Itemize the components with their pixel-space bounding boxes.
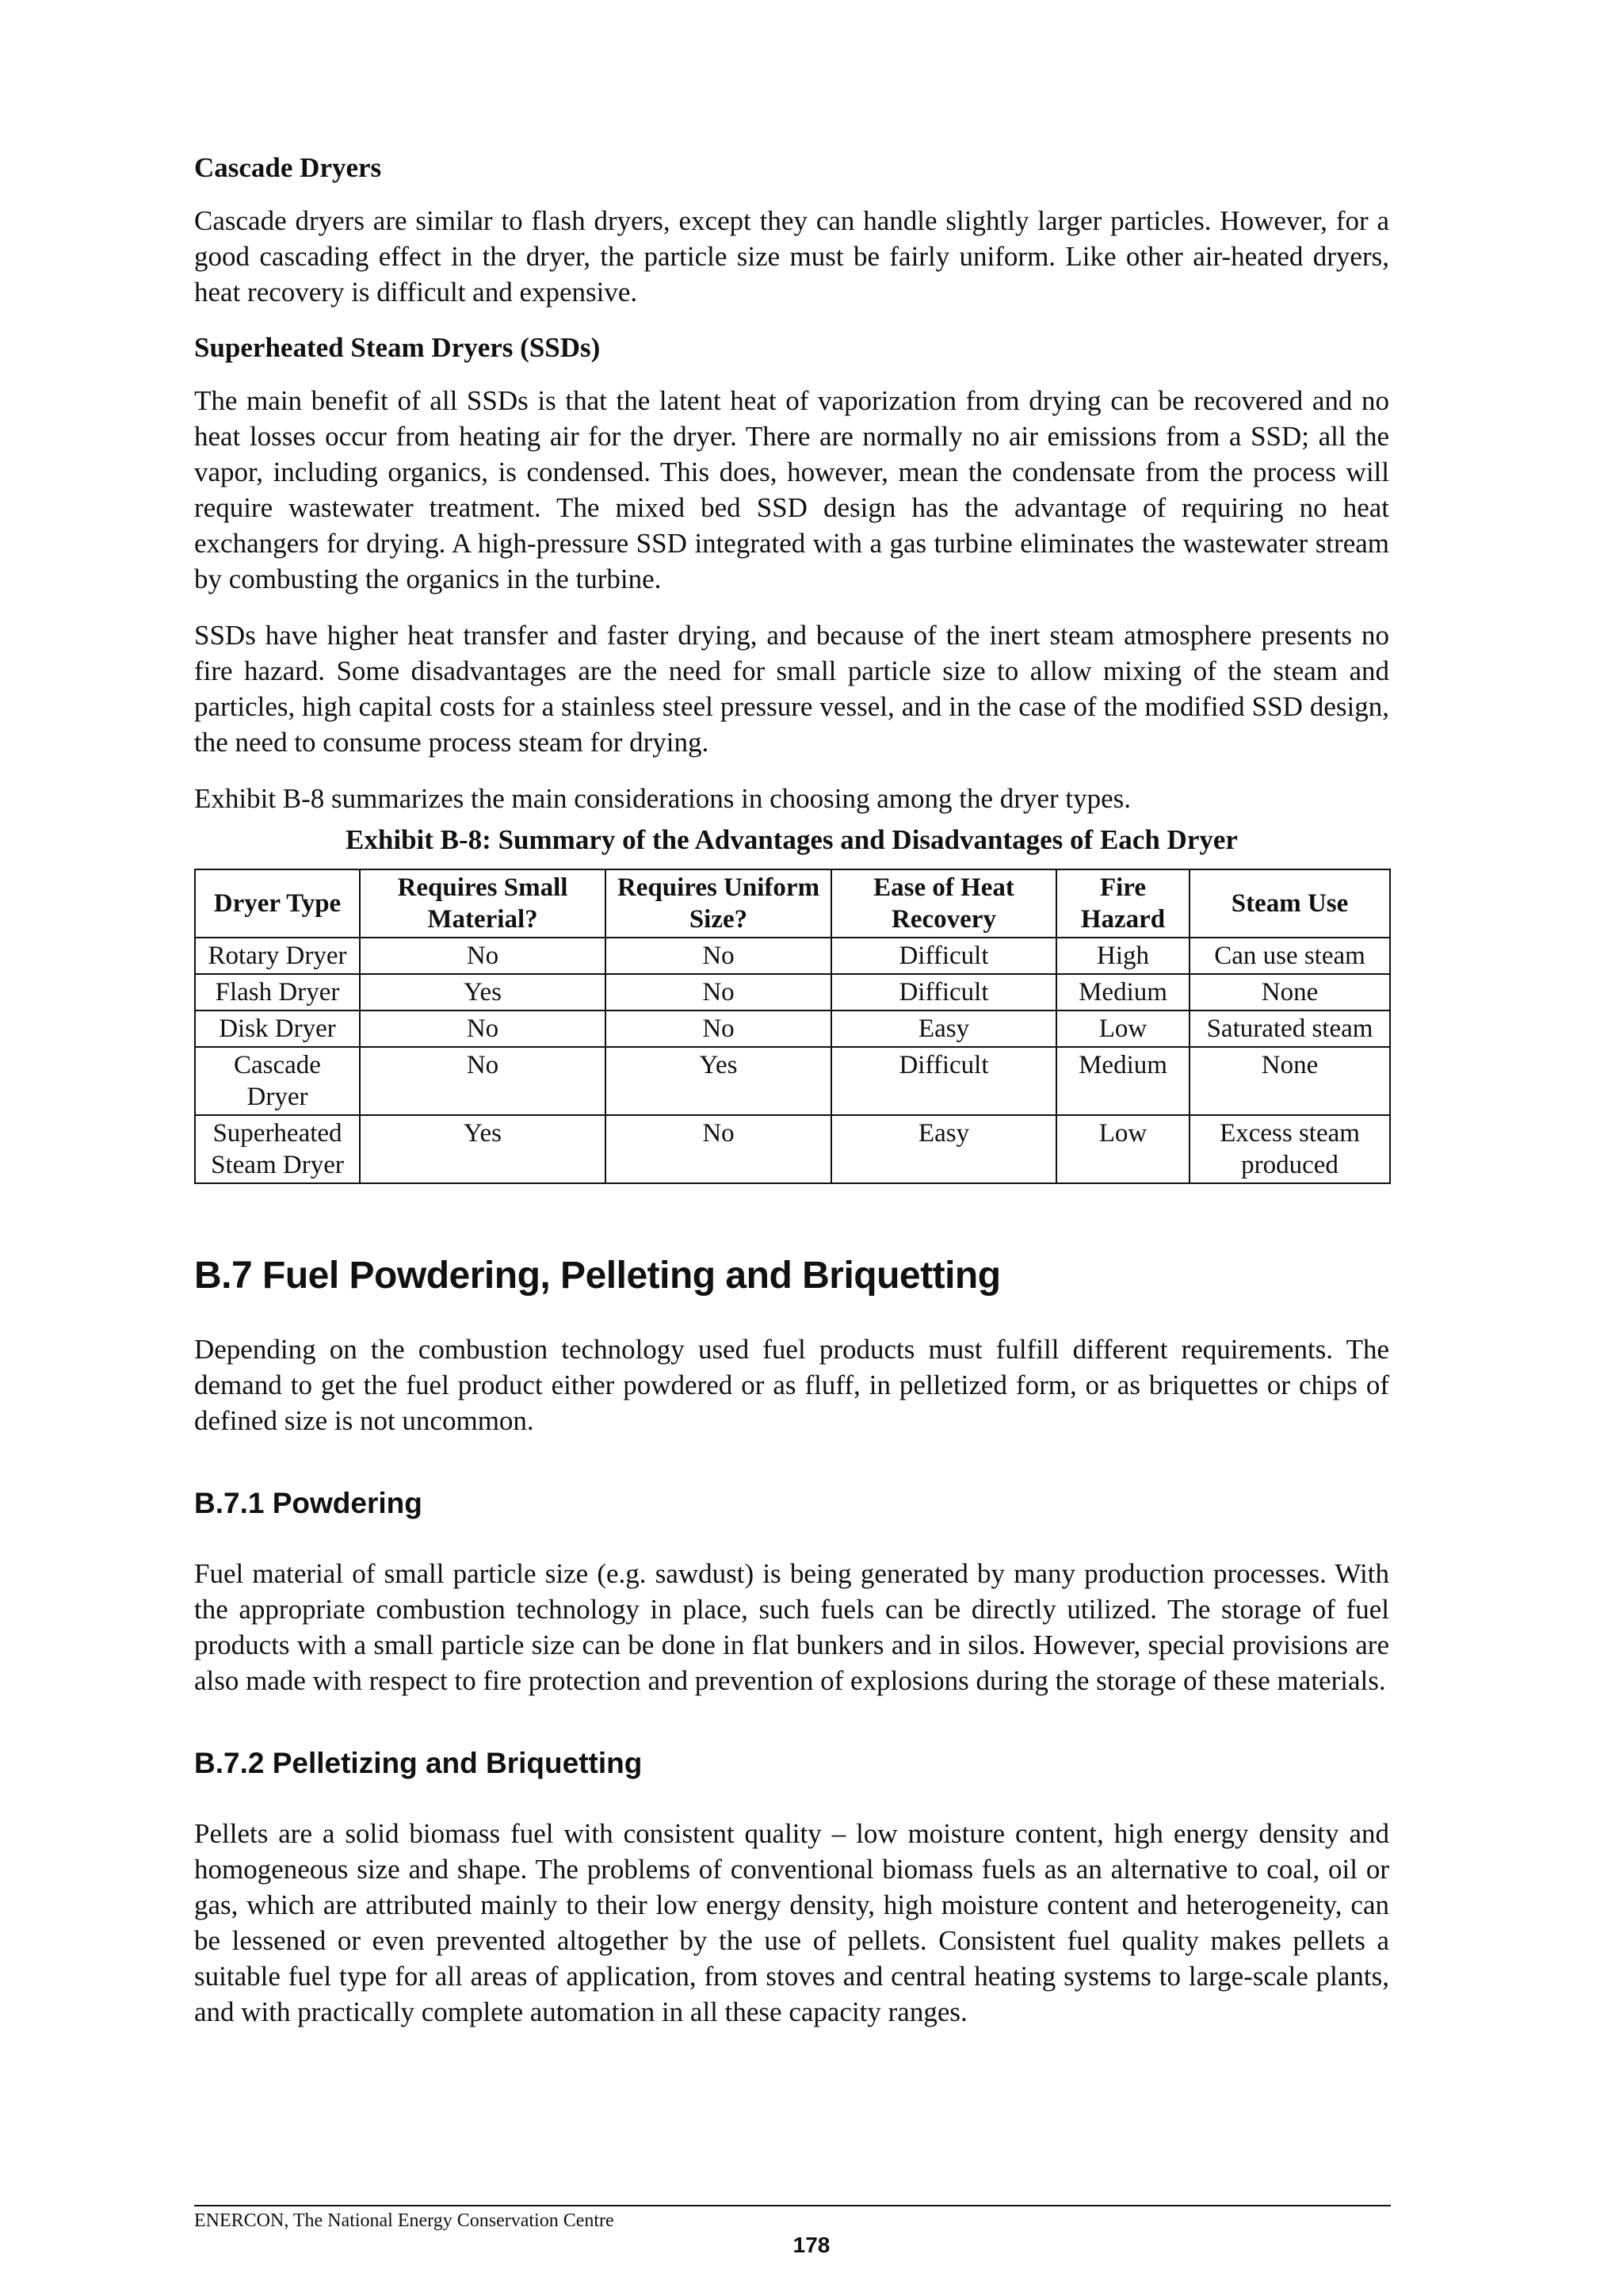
cell-dryer-type: Rotary Dryer — [195, 938, 360, 974]
header-steam-use: Steam Use — [1190, 869, 1390, 938]
table-row — [195, 1047, 1390, 1115]
cell-small-material: No — [360, 938, 605, 974]
footer-organization: ENERCON, The National Energy Conservation Centre — [194, 2210, 614, 2231]
ssd-heading: Superheated Steam Dryers (SSDs) — [194, 332, 601, 363]
cell-uniform-size: No — [605, 974, 831, 1010]
table-row — [195, 938, 1390, 974]
cell-heat-recovery: Difficult — [831, 1047, 1056, 1115]
powdering-title: B.7.1 Powdering — [194, 1487, 422, 1519]
header-dryer-type: Dryer Type — [195, 869, 360, 938]
cell-uniform-size: No — [605, 938, 831, 974]
section-paragraph: Depending on the combustion technology used fuel products must fulfill different requirements. The demand to get the fuel product either powdered or as fluff, in pelletized form, or as briquettes or chips of defined size is not uncommon. — [194, 1334, 1389, 1436]
pelletizing-paragraph: Pellets are a solid biomass fuel with consistent quality – low moisture content, high energy density and homogeneous size and shape. The problems of conventional biomass fuels as an alternative to coal, oil or gas, which are attributed mainly to their low energy density, high moisture content and heterogeneity, can be lessened or even prevented altogether by the use of pellets. Consistent fuel quality makes pellets a suitable fuel type for all areas of application, from stoves and central heating systems to large-scale plants, and with practically complete automation in all these capacity ranges. — [194, 1818, 1389, 2027]
exhibit-title: Exhibit B-8: Summary of the Advantages and Disadvantages of Each Dryer — [346, 824, 1238, 855]
cell-fire-hazard: Low — [1056, 1010, 1190, 1047]
section-title: B.7 Fuel Powdering, Pelleting and Briquetting — [194, 1255, 1001, 1297]
ssd-paragraph-1: The main benefit of all SSDs is that the latent heat of vaporization from drying can be recovered and no heat losses occur from heating air for the dryer. There are normally no air emissions from a SSD; all the vapor, including organics, is condensed. This does, however, mean the condensate from the process will require wastewater treatment. The mixed bed SSD design has the advantage of requiring no heat exchangers for drying. A high-pressure SSD integrated with a gas turbine eliminates the wastewater stream by combusting the organics in the turbine. — [194, 385, 1389, 594]
cell-steam-use: Excess steam produced — [1190, 1115, 1390, 1183]
cell-steam-use: None — [1190, 1047, 1390, 1115]
header-ease-of-heat-recovery: Ease of Heat Recovery — [831, 869, 1056, 938]
cell-heat-recovery: Difficult — [831, 938, 1056, 974]
cascade-dryers-paragraph: Cascade dryers are similar to flash dryers, except they can handle slightly larger particles. However, for a good cascading effect in the dryer, the particle size must be fairly uniform. Like other air-heated dryers, heat recovery is difficult and expensive. — [194, 205, 1389, 308]
cell-uniform-size: No — [605, 1010, 831, 1047]
cascade-dryers-heading: Cascade Dryers — [194, 152, 382, 183]
cell-heat-recovery: Difficult — [831, 974, 1056, 1010]
header-fire-hazard: Fire Hazard — [1056, 869, 1190, 938]
cell-dryer-type: Cascade Dryer — [195, 1047, 360, 1115]
cell-small-material: No — [360, 1010, 605, 1047]
cell-steam-use: Can use steam — [1190, 938, 1390, 974]
cell-fire-hazard: Low — [1056, 1115, 1190, 1183]
powdering-paragraph: Fuel material of small particle size (e.g. sawdust) is being generated by many production processes. With the appropriate combustion technology in place, such fuels can be directly utilized. The storage of fuel products with a small particle size can be done in flat bunkers and in silos. However, special provisions are also made with respect to fire protection and prevention of explosions during the storage of these materials. — [194, 1558, 1389, 1696]
cell-heat-recovery: Easy — [831, 1115, 1056, 1183]
ssd-paragraph-2: SSDs have higher heat transfer and faster drying, and because of the inert steam atmosphere presents no fire hazard. Some disadvantages are the need for small particle size to allow mixing of the steam and particles, high capital costs for a stainless steel pressure vessel, and in the case of the modified SSD design, the need to consume process steam for drying. — [194, 620, 1389, 758]
footer-divider — [194, 2205, 1391, 2206]
cell-small-material: Yes — [360, 974, 605, 1010]
cell-small-material: No — [360, 1047, 605, 1115]
cell-dryer-type: Flash Dryer — [195, 974, 360, 1010]
cell-dryer-type: Disk Dryer — [195, 1010, 360, 1047]
header-requires-small-material: Requires Small Material? — [360, 869, 605, 938]
table-row — [195, 974, 1390, 1010]
dryer-comparison-table — [194, 869, 1391, 1184]
cell-uniform-size: Yes — [605, 1047, 831, 1115]
table-header-row — [195, 869, 1390, 938]
page-content — [194, 151, 1389, 2050]
page-number: 178 — [792, 2233, 831, 2257]
cell-dryer-type: Superheated Steam Dryer — [195, 1115, 360, 1183]
table-row — [195, 1010, 1390, 1047]
cell-fire-hazard: Medium — [1056, 974, 1190, 1010]
ssd-paragraph-3: Exhibit B-8 summarizes the main considerations in choosing among the dryer types. — [194, 783, 1131, 814]
cell-uniform-size: No — [605, 1115, 831, 1183]
pelletizing-title: B.7.2 Pelletizing and Briquetting — [194, 1747, 643, 1779]
cell-steam-use: Saturated steam — [1190, 1010, 1390, 1047]
header-requires-uniform-size: Requires Uniform Size? — [605, 869, 831, 938]
cell-fire-hazard: Medium — [1056, 1047, 1190, 1115]
table-row — [195, 1115, 1390, 1183]
cell-steam-use: None — [1190, 974, 1390, 1010]
cell-fire-hazard: High — [1056, 938, 1190, 974]
cell-small-material: Yes — [360, 1115, 605, 1183]
cell-heat-recovery: Easy — [831, 1010, 1056, 1047]
